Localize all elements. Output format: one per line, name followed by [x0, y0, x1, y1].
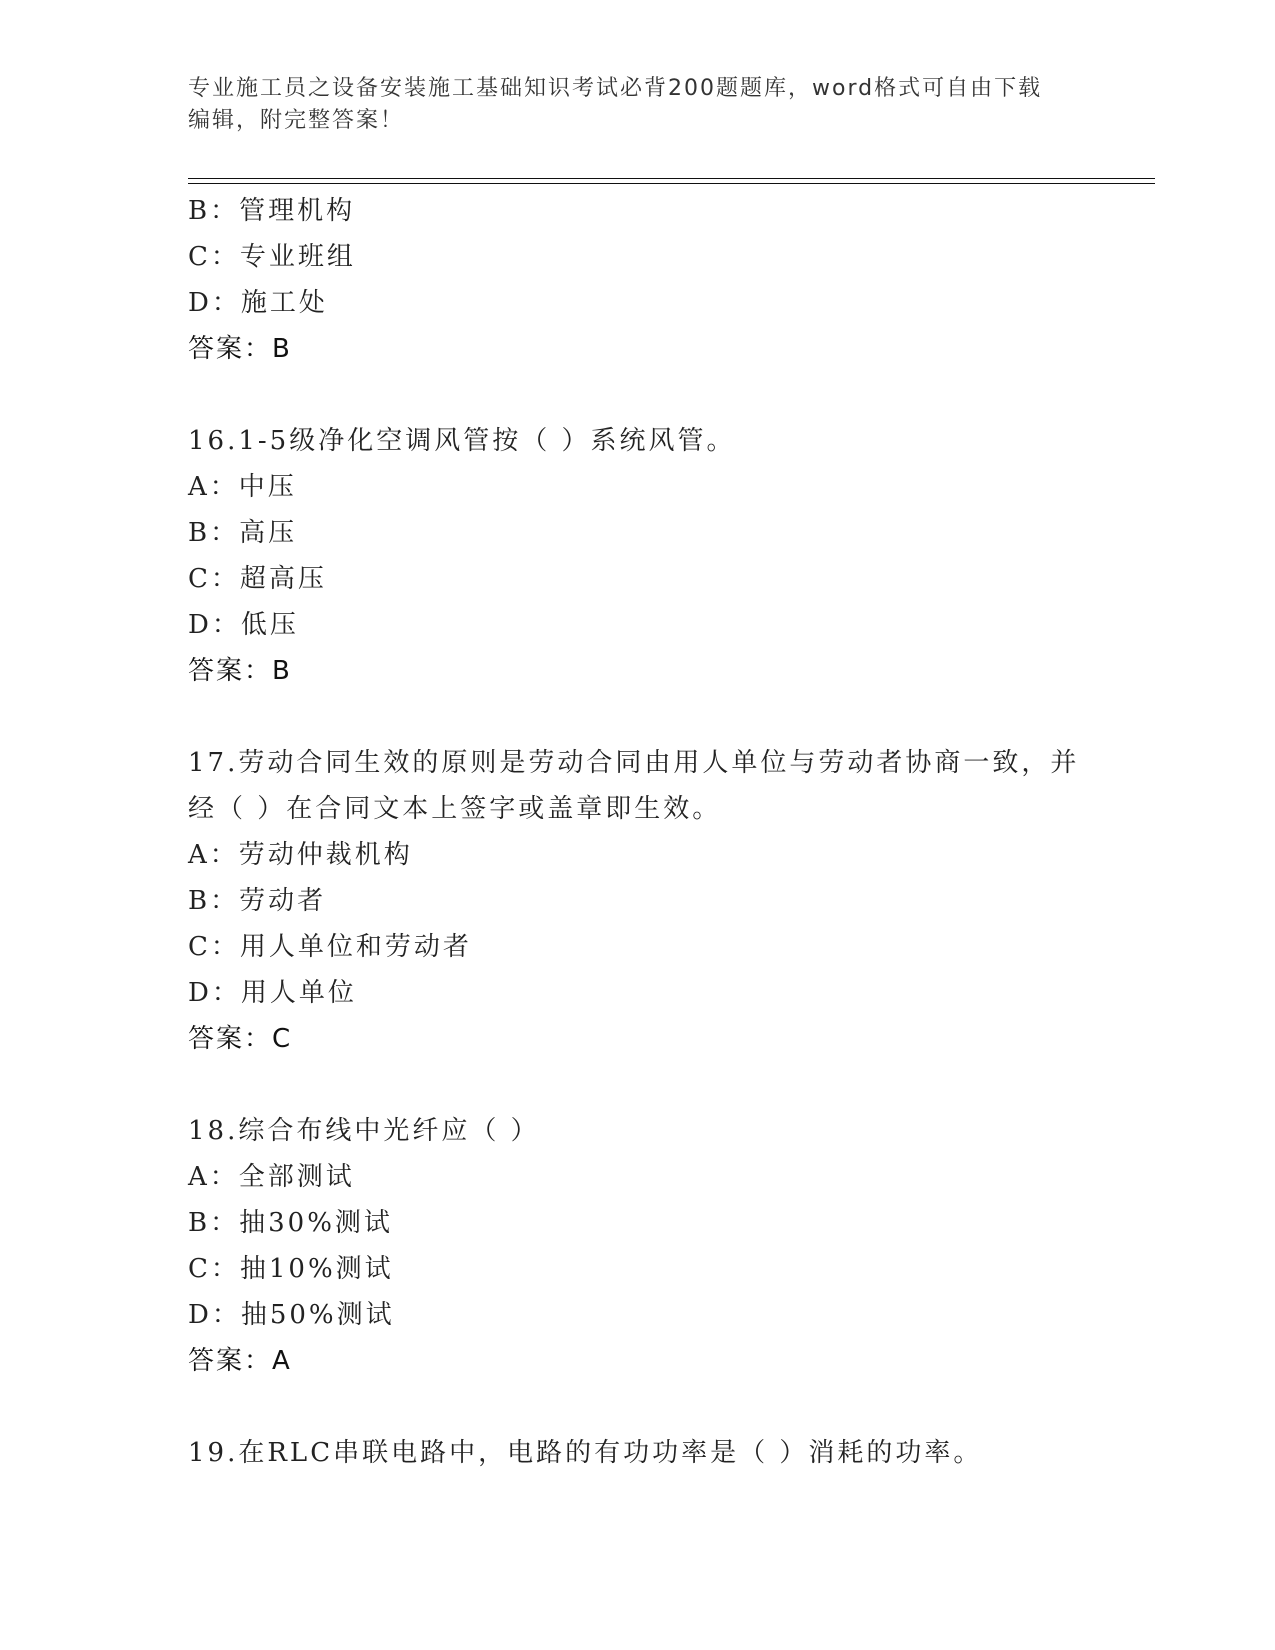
answer: 答案：C — [188, 1024, 293, 1054]
option-a: A：中压 — [188, 472, 297, 502]
question-list — [188, 188, 1088, 1476]
header-divider-top — [188, 178, 1155, 179]
spacer — [188, 1062, 1088, 1108]
question-17 — [188, 740, 1088, 1062]
document-header — [188, 73, 1068, 137]
answer: 答案：B — [188, 334, 292, 364]
question-text-line-2: 经（ ）在合同文本上签字或盖章即生效。 — [188, 794, 722, 824]
question-text-line-1: 17.劳动合同生效的原则是劳动合同由用人单位与劳动者协商一致，并 — [188, 748, 1080, 778]
option-d: D：施工处 — [188, 288, 328, 318]
answer: 答案：A — [188, 1346, 292, 1376]
option-b: B：抽30%测试 — [188, 1208, 393, 1238]
answer: 答案：B — [188, 656, 292, 686]
question-18 — [188, 1108, 1088, 1384]
option-d: D：用人单位 — [188, 978, 357, 1008]
question-text: 18.综合布线中光纤应（ ） — [188, 1116, 540, 1146]
header-line-2: 编辑，附完整答案！ — [188, 108, 405, 133]
spacer — [188, 1384, 1088, 1430]
question-19 — [188, 1430, 1088, 1476]
option-d: D：抽50%测试 — [188, 1300, 395, 1330]
option-a: A：劳动仲裁机构 — [188, 840, 413, 870]
option-c: C：专业班组 — [188, 242, 356, 272]
option-b: B：管理机构 — [188, 196, 356, 226]
option-a: A：全部测试 — [188, 1162, 355, 1192]
question-text: 16.1-5级净化空调风管按（ ）系统风管。 — [188, 426, 736, 456]
option-c: C：抽10%测试 — [188, 1254, 394, 1284]
question-15 — [188, 188, 1088, 372]
option-b: B：劳动者 — [188, 886, 327, 916]
header-line-1: 专业施工员之设备安装施工基础知识考试必背200题题库，word格式可自由下载 — [188, 76, 1043, 101]
spacer — [188, 372, 1088, 418]
option-b: B：高压 — [188, 518, 298, 548]
question-16 — [188, 418, 1088, 694]
option-c: C：超高压 — [188, 564, 327, 594]
option-c: C：用人单位和劳动者 — [188, 932, 472, 962]
question-text: 19.在RLC串联电路中，电路的有功功率是（ ）消耗的功率。 — [188, 1438, 983, 1468]
option-d: D：低压 — [188, 610, 299, 640]
spacer — [188, 694, 1088, 740]
header-divider-bottom — [188, 183, 1155, 184]
